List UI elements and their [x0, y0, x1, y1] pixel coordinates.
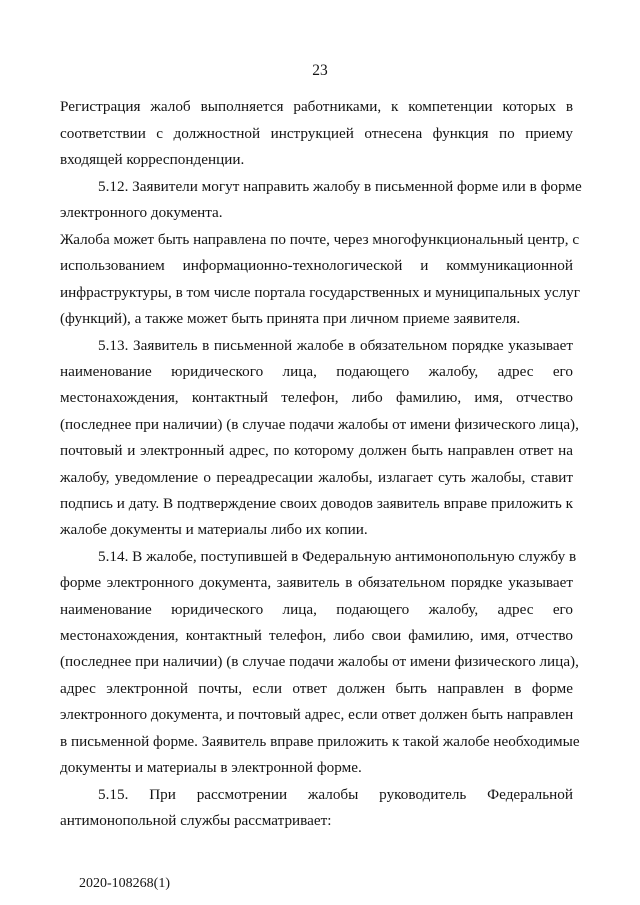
text-line: 5.12. Заявители могут направить жалобу в письменной форме или в форме [98, 178, 582, 195]
text-line: 5.15. При рассмотрении жалобы руководитель Федеральной [98, 786, 573, 803]
text-line: адрес электронной почты, если ответ должен быть направлен в форме [60, 680, 573, 697]
text-line: инфраструктуры, в том числе портала государственных и муниципальных услуг [60, 284, 580, 301]
text-line: 5.13. Заявитель в письменной жалобе в обязательном порядке указывает [98, 337, 573, 354]
document-id: 2020-108268(1) [79, 876, 170, 891]
text-line: жалобе документы и материалы либо их копии. [60, 521, 368, 538]
text-line: наименование юридического лица, подающего жалобу, адрес его [60, 363, 573, 380]
text-line: местонахождения, контактный телефон, либо свои фамилию, имя, отчество [60, 627, 573, 644]
text-line: Регистрация жалоб выполняется работниками, к компетенции которых в [60, 98, 573, 115]
text-line: соответствии с должностной инструкцией отнесена функция по приему [60, 125, 573, 142]
text-line: наименование юридического лица, подающего жалобу, адрес его [60, 601, 573, 618]
text-line: местонахождения, контактный телефон, либо фамилию, имя, отчество [60, 389, 573, 406]
text-line: документы и материалы в электронной форме. [60, 759, 362, 776]
text-line: электронного документа. [60, 204, 223, 221]
text-line: в письменной форме. Заявитель вправе приложить к такой жалобе необходимые [60, 733, 580, 750]
text-line: использованием информационно-технологической и коммуникационной [60, 257, 573, 274]
text-line: форме электронного документа, заявитель в обязательном порядке указывает [60, 574, 573, 591]
text-line: антимонопольной службы рассматривает: [60, 812, 332, 829]
text-line: входящей корреспонденции. [60, 151, 245, 168]
text-line: жалобу, уведомление о переадресации жалобы, излагает суть жалобы, ставит [60, 469, 573, 486]
text-line: электронного документа, и почтовый адрес, если ответ должен быть направлен [60, 706, 574, 723]
page-number: 23 [312, 62, 328, 79]
text-line: почтовый и электронный адрес, по которому должен быть направлен ответ на [60, 442, 573, 459]
text-line: Жалоба может быть направлена по почте, через многофункциональный центр, с [60, 231, 580, 248]
text-line: (последнее при наличии) (в случае подачи жалобы от имени физического лица), [60, 416, 579, 433]
text-line: (функций), а также может быть принята при личном приеме заявителя. [60, 310, 521, 327]
text-line: подпись и дату. В подтверждение своих доводов заявитель вправе приложить к [60, 495, 573, 512]
text-line: 5.14. В жалобе, поступившей в Федеральную антимонопольную службу в [98, 548, 577, 565]
text-line: (последнее при наличии) (в случае подачи жалобы от имени физического лица), [60, 653, 579, 670]
